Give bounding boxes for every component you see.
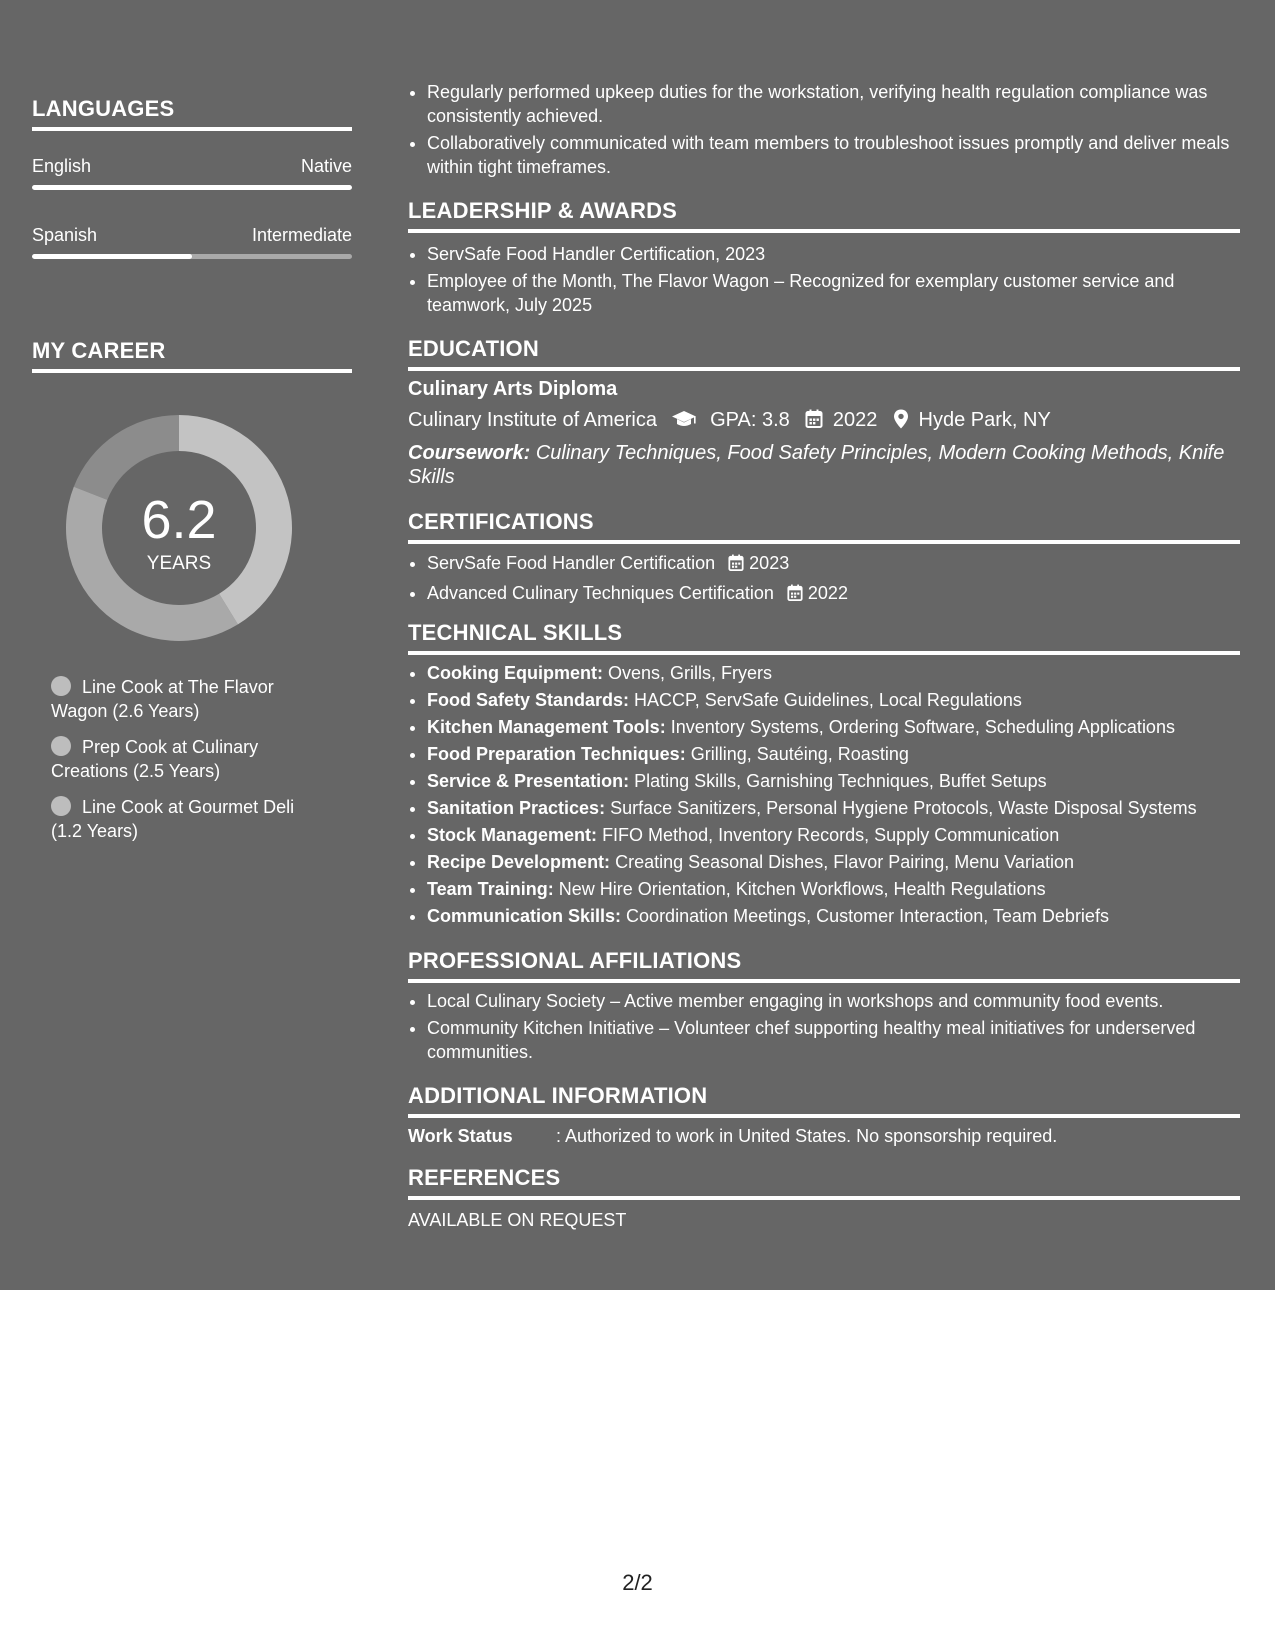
career-title: MY CAREER (32, 338, 352, 373)
list-item (427, 796, 1239, 820)
skill-text: Plating Skills, Garnishing Techniques, Buffet Setups (634, 771, 1047, 791)
donut-segment (74, 415, 179, 500)
language-spanish (32, 224, 352, 259)
language-level: Intermediate (251, 225, 352, 245)
coursework (408, 441, 1240, 489)
education-meta (408, 407, 1240, 436)
list-item (427, 551, 1239, 578)
skill-label: Cooking Equipment: (427, 663, 603, 683)
affiliations-title: PROFESSIONAL AFFILIATIONS (408, 948, 1240, 983)
certification-name: Advanced Culinary Techniques Certification (427, 583, 774, 603)
list-item (427, 661, 1239, 685)
skill-label: Stock Management: (427, 825, 598, 845)
list-item: • ServSafe Food Handler Certification, 2023 (427, 242, 1239, 266)
work-status-row (408, 1124, 1240, 1148)
gpa: GPA: 3.8 (710, 409, 790, 431)
language-bar-fill (32, 254, 192, 259)
certification-year: 2023 (749, 553, 790, 573)
school-location: Hyde Park, NY (918, 409, 1051, 431)
skill-label: Sanitation Practices: (427, 798, 606, 818)
work-status-value: : Authorized to work in United States. No sponsorship required. (556, 1126, 1058, 1146)
language-level: Native (300, 156, 352, 176)
skills-title: TECHNICAL SKILLS (408, 620, 1240, 655)
certification-year: 2022 (807, 583, 848, 603)
coursework-text: Culinary Techniques, Food Safety Principles, Modern Cooking Methods, Knife Skills (408, 442, 1225, 488)
calendar-icon (787, 584, 803, 608)
list-item (427, 823, 1239, 847)
certifications-title: CERTIFICATIONS (408, 509, 1240, 544)
skill-text: Surface Sanitizers, Personal Hygiene Protocols, Waste Disposal Systems (610, 798, 1197, 818)
location-pin-icon (893, 409, 909, 436)
list-item (427, 715, 1239, 739)
skill-text: FIFO Method, Inventory Records, Supply Communication (602, 825, 1060, 845)
legend-item (51, 735, 321, 783)
calendar-icon (728, 554, 744, 578)
language-bar (32, 185, 352, 190)
list-item: • Regularly performed upkeep duties for the workstation, verifying health regulation compliance was consistently achieved. (427, 80, 1239, 128)
list-item: • Collaboratively communicated with team members to troubleshoot issues promptly and deliver meals within tight timeframes. (427, 131, 1239, 179)
skill-text: Grilling, Sautéing, Roasting (690, 744, 909, 764)
references-title: REFERENCES (408, 1165, 1240, 1200)
page-number: 2/2 (622, 1570, 653, 1595)
legend-dot (51, 676, 71, 696)
list-item: • Community Kitchen Initiative – Volunteer chef supporting healthy meal initiatives for underserved communities. (427, 1016, 1239, 1064)
legend-dot (51, 736, 71, 756)
legend-item (51, 675, 321, 723)
references-text: AVAILABLE ON REQUEST (408, 1210, 627, 1230)
certifications-list (408, 551, 1239, 611)
legend-dot (51, 796, 71, 816)
list-item (427, 904, 1239, 928)
list-item (427, 850, 1239, 874)
skill-text: Inventory Systems, Ordering Software, Scheduling Applications (670, 717, 1175, 737)
graduation-cap-icon (671, 409, 697, 436)
skill-text: HACCP, ServSafe Guidelines, Local Regulations (634, 690, 1022, 710)
coursework-label: Coursework: (408, 442, 531, 464)
career-donut-chart (64, 413, 294, 643)
skill-label: Food Safety Standards: (427, 690, 630, 710)
calendar-icon (805, 409, 823, 436)
list-item (427, 581, 1239, 608)
skill-label: Service & Presentation: (427, 771, 630, 791)
education-title: EDUCATION (408, 336, 1240, 371)
career-total-value: 6.2 (141, 490, 217, 550)
skill-text: Creating Seasonal Dishes, Flavor Pairing, Menu Variation (615, 852, 1074, 872)
language-bar-fill (32, 185, 352, 190)
list-item (427, 688, 1239, 712)
skill-label: Recipe Development: (427, 852, 611, 872)
skill-label: Team Training: (427, 879, 554, 899)
certification-name: ServSafe Food Handler Certification (427, 553, 716, 573)
list-item (427, 742, 1239, 766)
career-legend (51, 675, 321, 855)
experience-bullets (408, 80, 1239, 182)
career-total-unit: YEARS (146, 553, 212, 574)
affiliations-list (408, 989, 1239, 1067)
list-item: • Employee of the Month, The Flavor Wagon – Recognized for exemplary customer service and teamwork, July 2025 (427, 269, 1239, 317)
leadership-title: LEADERSHIP & AWARDS (408, 198, 1240, 233)
language-english (32, 155, 352, 190)
skill-text: Coordination Meetings, Customer Interaction, Team Debriefs (626, 906, 1109, 926)
list-item (427, 769, 1239, 793)
list-item: • Local Culinary Society – Active member engaging in workshops and community food events. (427, 989, 1239, 1013)
skill-text: Ovens, Grills, Fryers (608, 663, 773, 683)
legend-label: Line Cook at The Flavor Wagon (2.6 Years) (51, 677, 274, 721)
skill-label: Kitchen Management Tools: (427, 717, 666, 737)
legend-label: Prep Cook at Culinary Creations (2.5 Years) (51, 737, 259, 781)
list-item (427, 877, 1239, 901)
legend-item (51, 795, 321, 843)
language-bar (32, 254, 352, 259)
work-status-label: Work Status (408, 1126, 513, 1146)
degree-title: Culinary Arts Diploma (408, 378, 618, 400)
languages-title: LANGUAGES (32, 96, 352, 131)
additional-info-title: ADDITIONAL INFORMATION (408, 1083, 1240, 1118)
leadership-list (408, 242, 1239, 320)
skill-text: New Hire Orientation, Kitchen Workflows, Health Regulations (558, 879, 1046, 899)
school-name: Culinary Institute of America (408, 409, 657, 431)
skill-label: Food Preparation Techniques: (427, 744, 686, 764)
skills-list (408, 661, 1239, 931)
language-name: Spanish (32, 225, 98, 245)
legend-label: Line Cook at Gourmet Deli (1.2 Years) (51, 797, 295, 841)
education-entry (408, 376, 1240, 489)
graduation-year: 2022 (832, 409, 878, 431)
language-name: English (32, 156, 92, 176)
skill-label: Communication Skills: (427, 906, 622, 926)
